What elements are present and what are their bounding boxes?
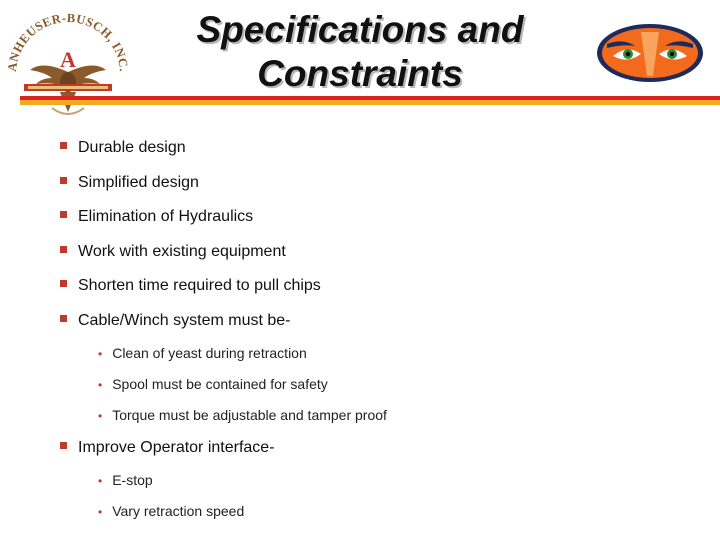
sub-bullet-text: Torque must be adjustable and tamper proof	[112, 407, 387, 423]
bullet-text: Cable/Winch system must be-	[78, 312, 291, 329]
slide-title: Specifications and Constraints	[196, 9, 524, 94]
square-bullet-icon	[60, 315, 67, 322]
bullet-text: Durable design	[78, 139, 186, 156]
sub-bullet-text: Vary retraction speed	[112, 503, 245, 519]
bullet-text: Simplified design	[78, 174, 199, 191]
bullet-text: Elimination of Hydraulics	[78, 208, 254, 225]
dot-bullet-icon: •	[98, 409, 103, 423]
square-bullet-icon	[60, 142, 67, 149]
bullet-item	[60, 173, 199, 193]
square-bullet-icon	[60, 246, 67, 253]
bullet-item	[60, 242, 286, 262]
svg-text:A: A	[60, 47, 76, 72]
dot-bullet-icon: •	[98, 474, 103, 488]
bullet-item	[60, 438, 275, 458]
sub-bullet-text: E-stop	[112, 472, 153, 488]
sub-bullet-item	[98, 471, 153, 490]
dot-bullet-icon: •	[98, 378, 103, 392]
header-divider-orange	[20, 100, 720, 105]
dot-bullet-icon: •	[98, 505, 103, 519]
tiger-eyes-logo	[595, 22, 705, 84]
sub-bullet-item	[98, 406, 387, 425]
sub-bullet-item	[98, 375, 328, 394]
bullet-item	[60, 138, 186, 158]
square-bullet-icon	[60, 280, 67, 287]
sub-bullet-item	[98, 344, 307, 363]
square-bullet-icon	[60, 211, 67, 218]
bullet-text: Improve Operator interface-	[78, 439, 275, 456]
anheuser-busch-eagle-logo	[2, 12, 132, 130]
square-bullet-icon	[60, 442, 67, 449]
sub-bullet-text: Spool must be contained for safety	[112, 376, 328, 392]
dot-bullet-icon: •	[98, 347, 103, 361]
bullet-text: Shorten time required to pull chips	[78, 277, 321, 294]
bullet-item	[60, 311, 291, 331]
bullet-text: Work with existing equipment	[78, 243, 286, 260]
square-bullet-icon	[60, 177, 67, 184]
logo-left-text: ANHEUSER-BUSCH, INC.	[4, 12, 131, 73]
bullet-item	[60, 207, 253, 227]
sub-bullet-item	[98, 502, 244, 521]
sub-bullet-text: Clean of yeast during retraction	[112, 345, 307, 361]
bullet-item	[60, 276, 321, 296]
